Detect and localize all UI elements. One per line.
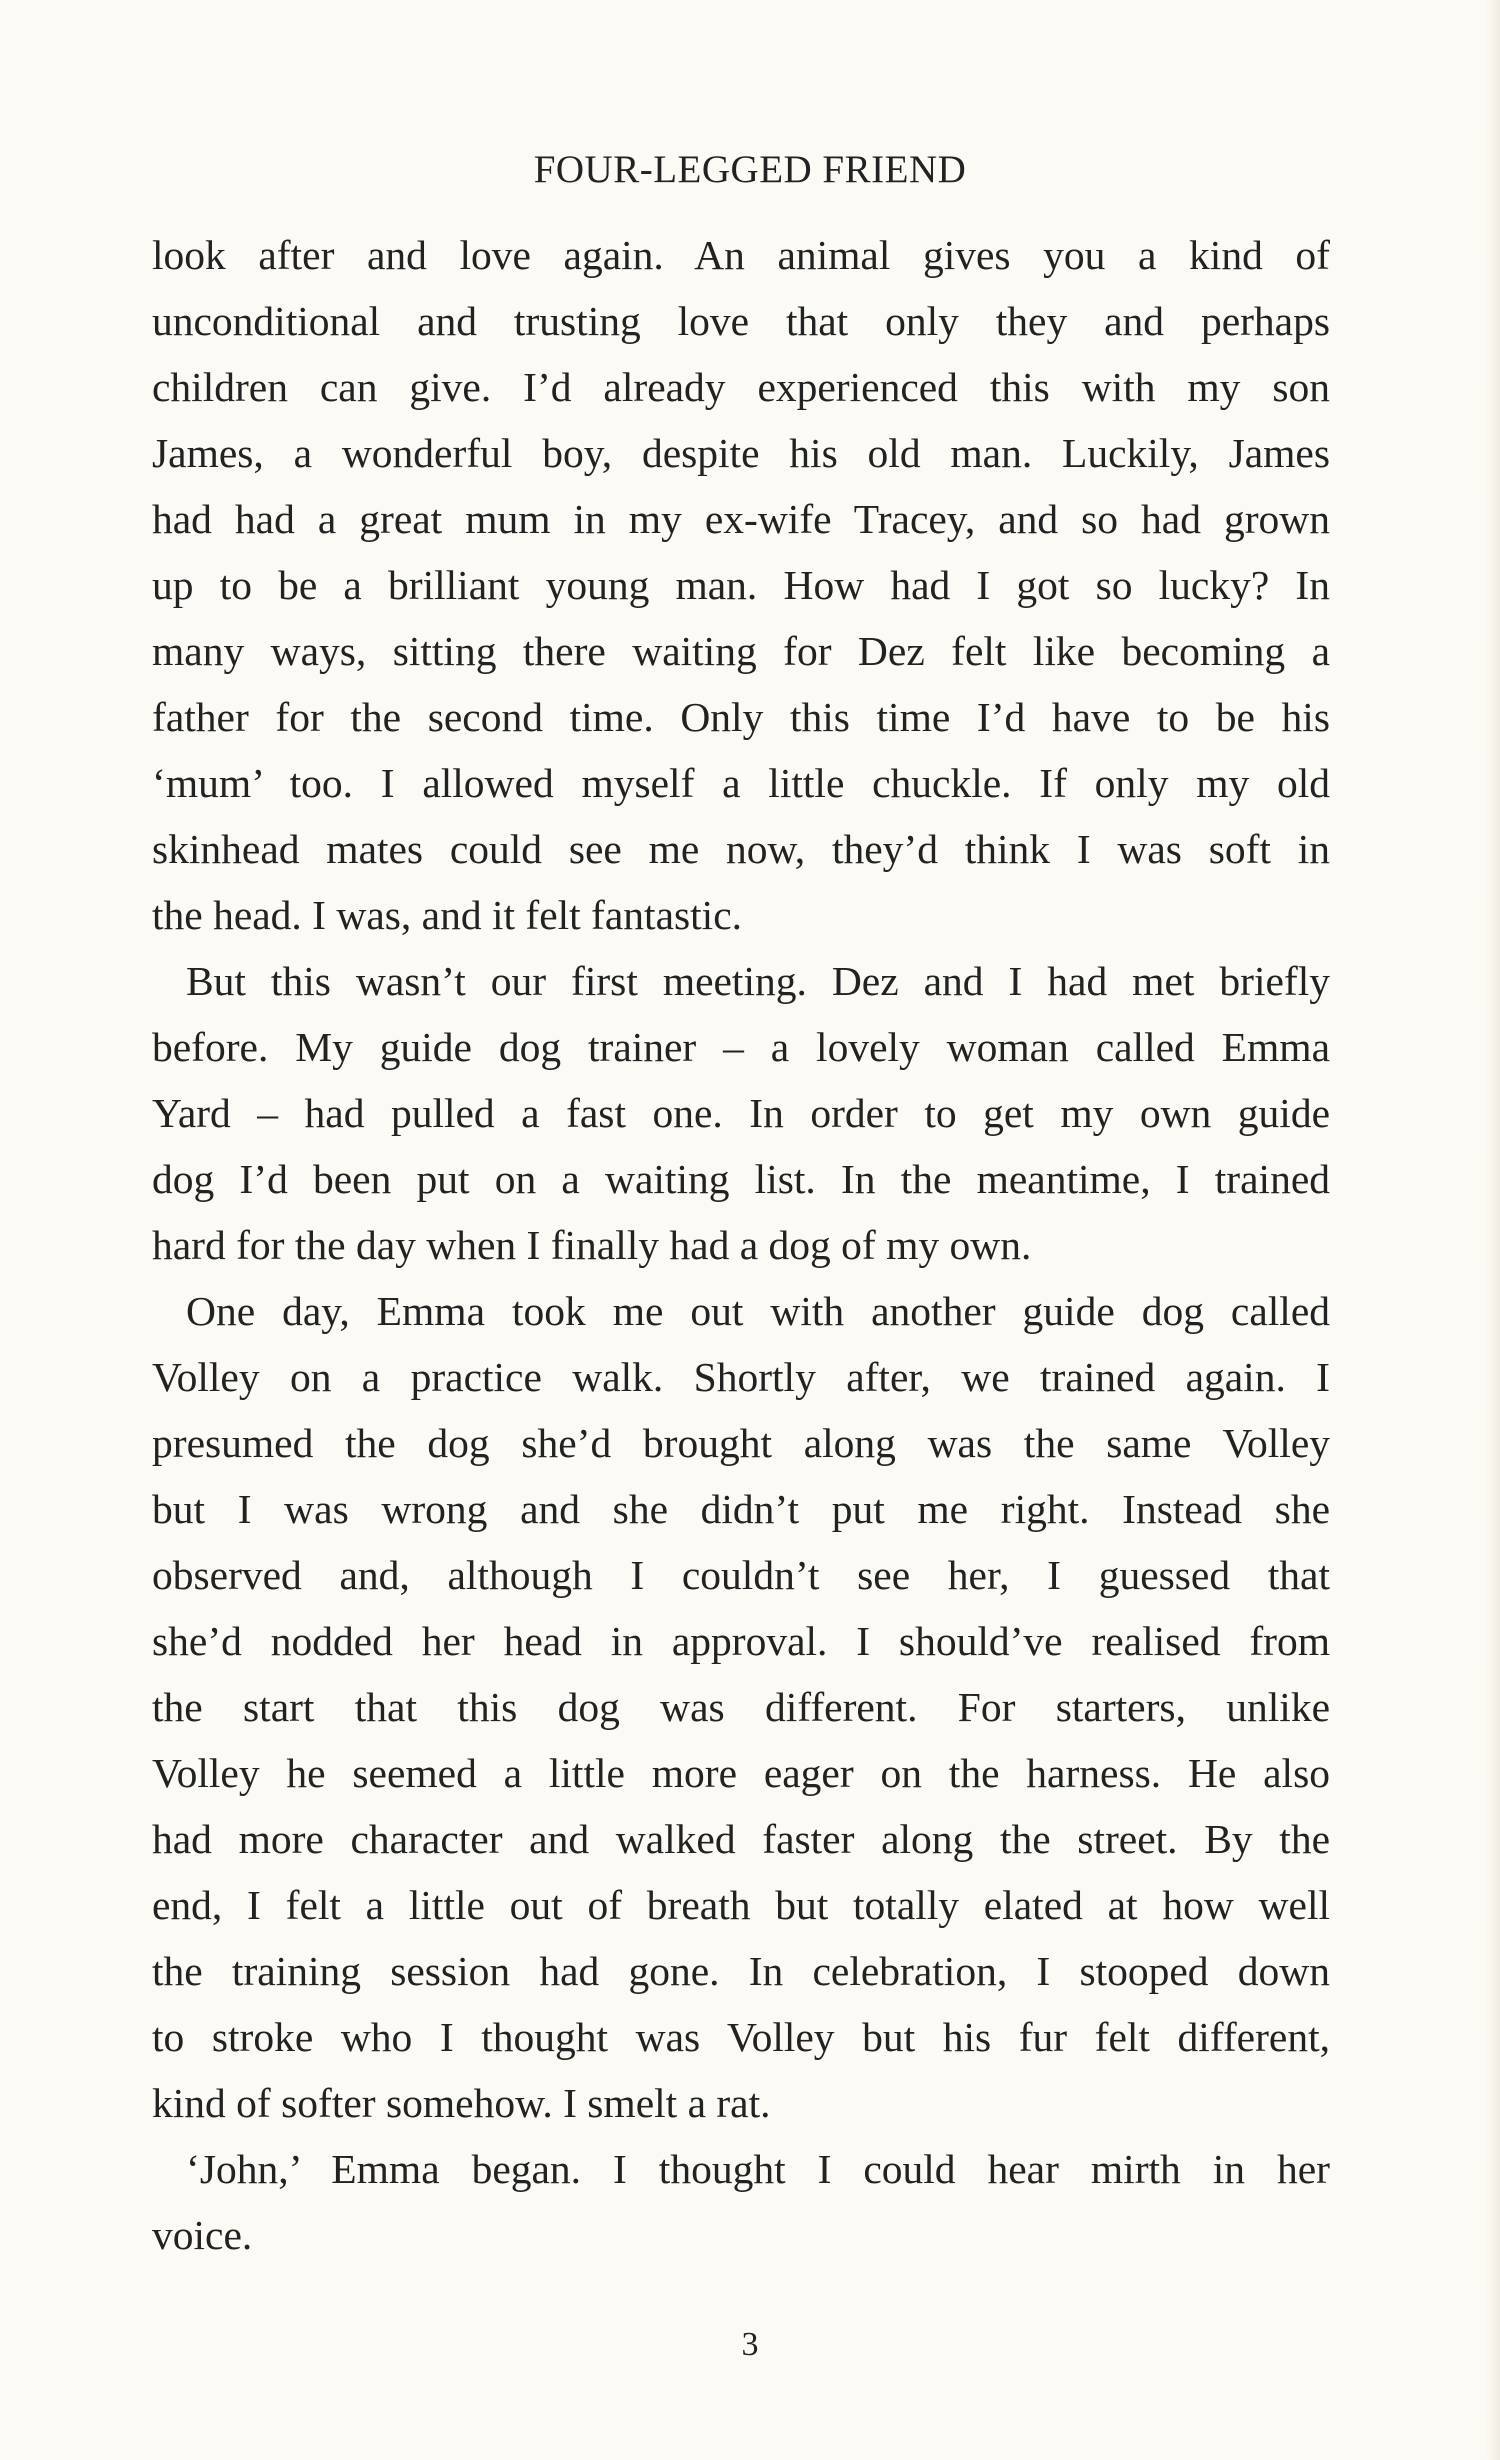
- text-line: ‘mum’ too. I allowed myself a little chuckle. If only my old: [152, 760, 1330, 806]
- page-edge-shadow: [1486, 0, 1500, 2460]
- text-line: the head. I was, and it felt fantastic.: [152, 892, 742, 938]
- text-line: ‘John,’ Emma began. I thought I could hear mirth in her: [186, 2146, 1330, 2192]
- text-line: she’d nodded her head in approval. I should’ve realised from: [152, 1618, 1330, 1664]
- text-line: father for the second time. Only this time I’d have to be his: [152, 694, 1330, 740]
- text-line: children can give. I’d already experienced this with my son: [152, 364, 1330, 410]
- text-line: observed and, although I couldn’t see her, I guessed that: [152, 1552, 1330, 1598]
- text-line: One day, Emma took me out with another guide dog called: [186, 1288, 1330, 1334]
- text-line: unconditional and trusting love that only they and perhaps: [152, 298, 1330, 344]
- text-line: voice.: [152, 2212, 253, 2258]
- text-line: end, I felt a little out of breath but totally elated at how well: [152, 1882, 1330, 1928]
- body-text: [152, 222, 1330, 2268]
- text-line: had had a great mum in my ex-wife Tracey, and so had grown: [152, 496, 1330, 542]
- text-line: the training session had gone. In celebration, I stooped down: [152, 1948, 1330, 1994]
- text-line: But this wasn’t our first meeting. Dez and I had met briefly: [186, 958, 1330, 1004]
- text-line: the start that this dog was different. For starters, unlike: [152, 1684, 1330, 1730]
- text-line: many ways, sitting there waiting for Dez felt like becoming a: [152, 628, 1330, 674]
- running-head: FOUR-LEGGED FRIEND: [533, 148, 967, 191]
- text-line: up to be a brilliant young man. How had I got so lucky? In: [152, 562, 1330, 608]
- text-line: dog I’d been put on a waiting list. In the meantime, I trained: [152, 1156, 1330, 1202]
- text-line: hard for the day when I finally had a dog of my own.: [152, 1222, 1032, 1268]
- text-line: skinhead mates could see me now, they’d think I was soft in: [152, 826, 1330, 872]
- page-number: 3: [741, 2326, 759, 2363]
- text-line: James, a wonderful boy, despite his old man. Luckily, James: [152, 430, 1330, 476]
- text-line: look after and love again. An animal gives you a kind of: [152, 232, 1330, 278]
- text-line: Volley he seemed a little more eager on the harness. He also: [152, 1750, 1330, 1796]
- text-line: Volley on a practice walk. Shortly after, we trained again. I: [152, 1354, 1330, 1400]
- text-line: Yard – had pulled a fast one. In order to get my own guide: [152, 1090, 1330, 1136]
- text-line: kind of softer somehow. I smelt a rat.: [152, 2080, 771, 2126]
- text-line: had more character and walked faster along the street. By the: [152, 1816, 1330, 1862]
- text-line: before. My guide dog trainer – a lovely woman called Emma: [152, 1024, 1330, 1070]
- text-line: presumed the dog she’d brought along was the same Volley: [152, 1420, 1330, 1466]
- text-line: but I was wrong and she didn’t put me right. Instead she: [152, 1486, 1330, 1532]
- text-line: to stroke who I thought was Volley but his fur felt different,: [152, 2014, 1330, 2060]
